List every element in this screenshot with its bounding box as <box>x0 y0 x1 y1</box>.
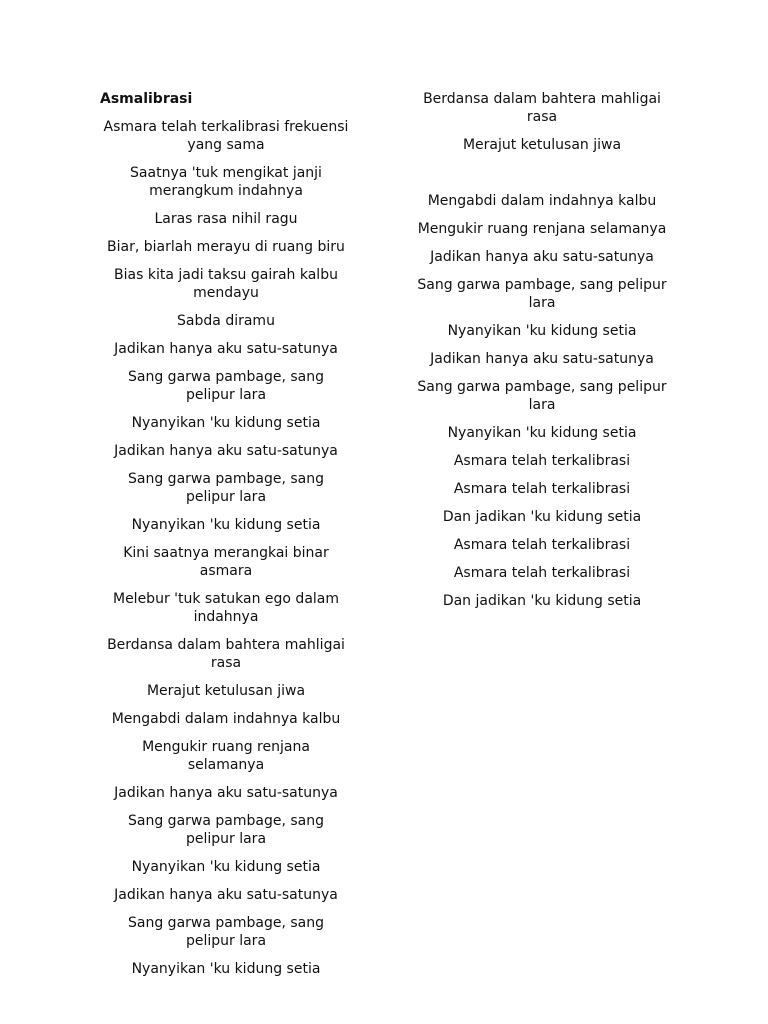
lyric-line: Asmara telah terkalibrasi <box>453 565 631 581</box>
lyric-line: Kini saatnya merangkai binar asmara <box>123 545 329 579</box>
lyric-line: Sang garwa pambage, sang pelipur lara <box>417 277 667 311</box>
lyric-line: Melebur 'tuk satukan ego dalam indahnya <box>112 591 340 625</box>
lyric-line: Sang garwa pambage, sang pelipur lara <box>128 813 324 847</box>
lyric-line: Jadikan hanya aku satu-satunya <box>114 785 338 801</box>
lyric-line: Mengukir ruang renjana selamanya <box>142 739 310 773</box>
lyric-line: Mengabdi dalam indahnya kalbu <box>111 711 341 727</box>
lyric-line: Dan jadikan 'ku kidung setia <box>442 593 642 609</box>
lyric-line: Berdansa dalam bahtera mahligai rasa <box>107 637 345 671</box>
lyric-line: Bias kita jadi taksu gairah kalbu mendayu <box>114 267 338 301</box>
lyric-line: Dan jadikan 'ku kidung setia <box>442 509 642 525</box>
lyric-line: Berdansa dalam bahtera mahligai rasa <box>423 91 661 125</box>
lyric-line: Nyanyikan 'ku kidung setia <box>131 415 321 431</box>
left-column <box>88 90 364 988</box>
lyric-line: Sang garwa pambage, sang pelipur lara <box>128 471 324 505</box>
lyric-line: Jadikan hanya aku satu-satunya <box>114 443 338 459</box>
lyric-line: Asmara telah terkalibrasi <box>453 453 631 469</box>
lyric-line: Merajut ketulusan jiwa <box>146 683 306 699</box>
lyric-line: Mengukir ruang renjana selamanya <box>417 221 667 237</box>
lyric-line: Sang garwa pambage, sang pelipur lara <box>128 915 324 949</box>
lyric-line: Sang garwa pambage, sang pelipur lara <box>128 369 324 403</box>
lyric-line: Laras rasa nihil ragu <box>154 211 298 227</box>
stanza-gap <box>404 164 680 192</box>
lyric-line: Biar, biarlah merayu di ruang biru <box>107 239 345 255</box>
lyric-line: Jadikan hanya aku satu-satunya <box>114 887 338 903</box>
lyric-line: Nyanyikan 'ku kidung setia <box>447 323 637 339</box>
lyric-line: Nyanyikan 'ku kidung setia <box>131 517 321 533</box>
lyric-line: Saatnya 'tuk mengikat janji merangkum indahnya <box>130 165 322 199</box>
lyric-line: Sang garwa pambage, sang pelipur lara <box>417 379 667 413</box>
lyric-line: Nyanyikan 'ku kidung setia <box>131 961 321 977</box>
lyric-line: Mengabdi dalam indahnya kalbu <box>427 193 657 209</box>
lyric-line: Asmara telah terkalibrasi <box>453 537 631 553</box>
lyric-line: Merajut ketulusan jiwa <box>462 137 622 153</box>
lyric-line: Nyanyikan 'ku kidung setia <box>447 425 637 441</box>
lyric-line: Jadikan hanya aku satu-satunya <box>430 249 654 265</box>
lyric-line: Jadikan hanya aku satu-satunya <box>430 351 654 367</box>
song-title: Asmalibrasi <box>100 91 193 107</box>
lyric-line: Asmara telah terkalibrasi <box>453 481 631 497</box>
lyric-line: Asmara telah terkalibrasi frekuensi yang sama <box>103 119 349 153</box>
right-column <box>404 90 680 620</box>
lyric-line: Jadikan hanya aku satu-satunya <box>114 341 338 357</box>
lyric-line: Nyanyikan 'ku kidung setia <box>131 859 321 875</box>
lyric-line: Sabda diramu <box>177 313 275 329</box>
